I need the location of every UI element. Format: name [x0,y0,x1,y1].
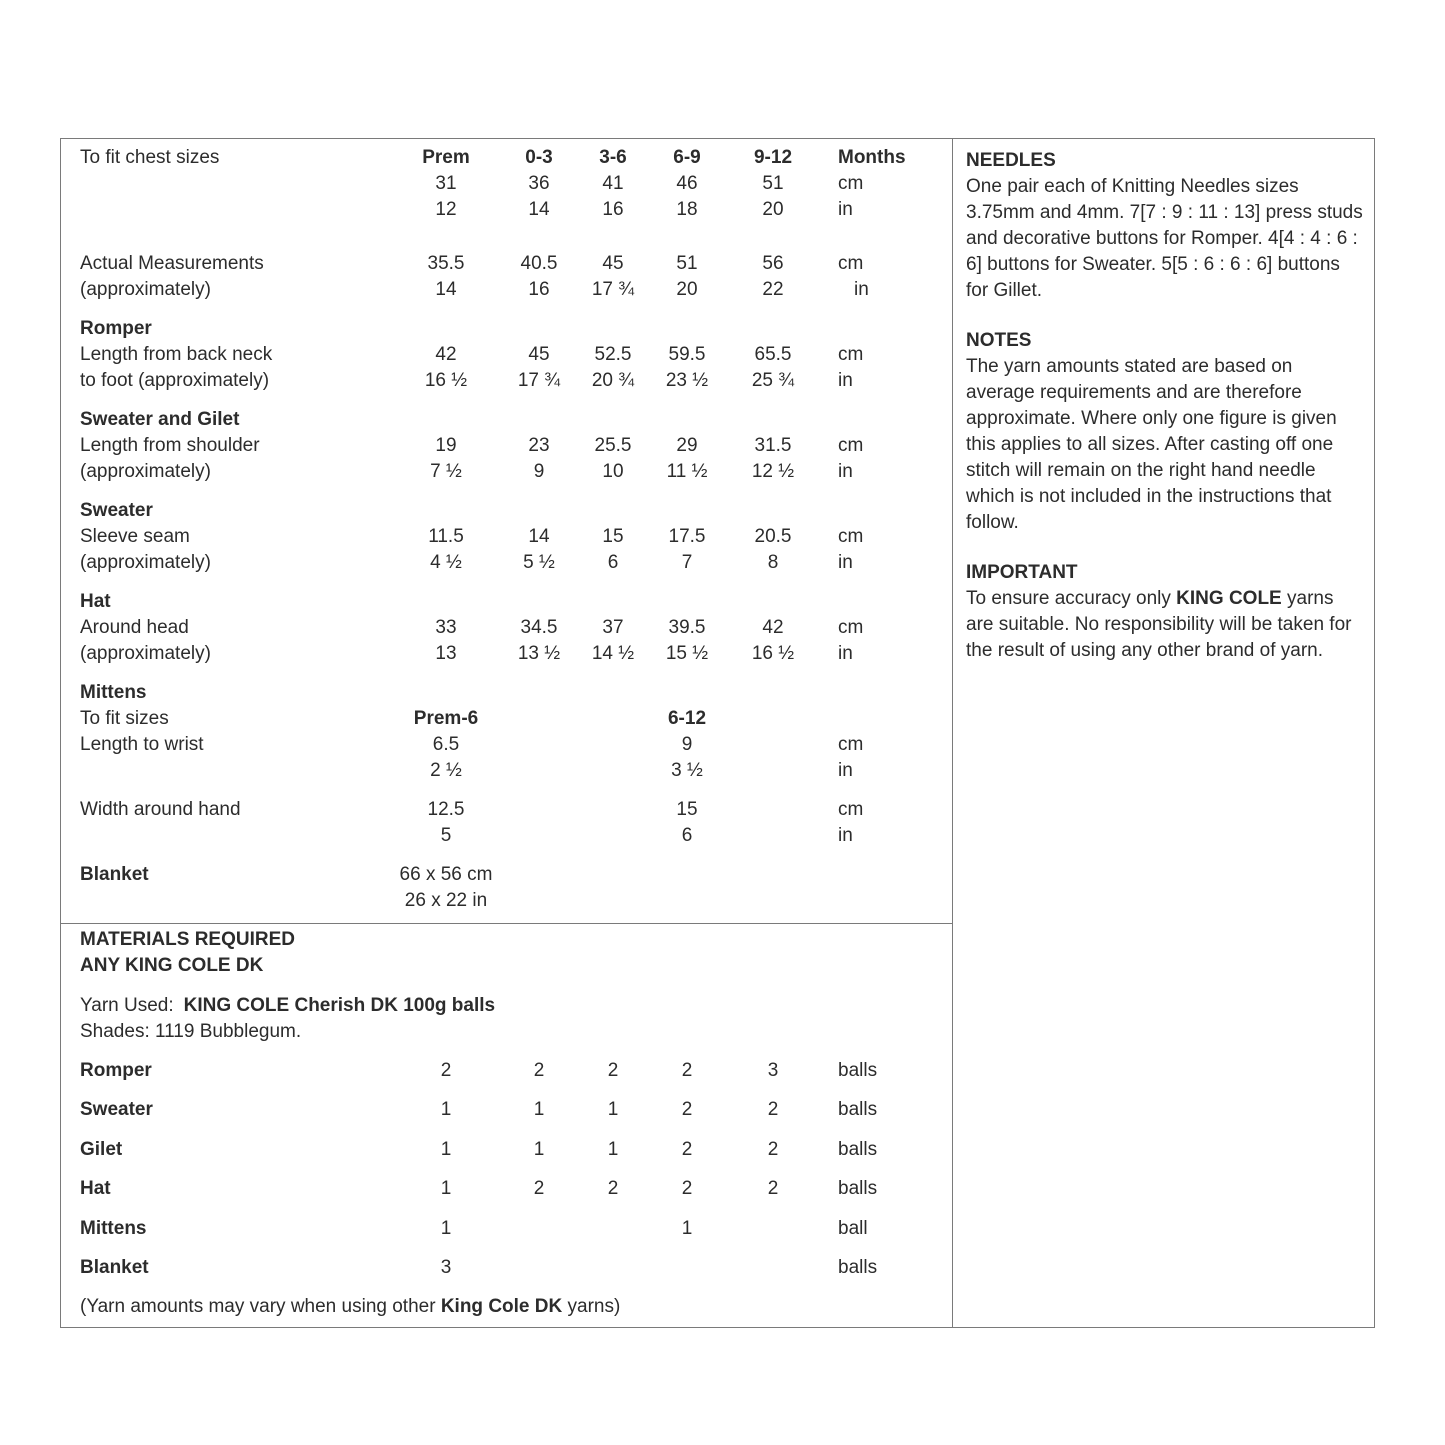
measure-in-value: 14 [435,279,457,300]
balls-unit: balls [838,1060,878,1081]
mittens-size: 6-12 [667,708,707,729]
measure-in-value: 20 [676,279,698,300]
measure-cm-value: 29 [676,435,698,456]
balls-unit: ball [838,1218,868,1239]
sweater-label: Sleeve seam [80,526,190,547]
unit-cm: cm [838,344,864,365]
measure-cm-value: 34.5 [520,617,558,638]
balls-value: 2 [681,1099,693,1120]
unit-cm: cm [838,435,864,456]
measure-cm-value: 42 [762,617,784,638]
actual-label: Actual Measurements [80,253,264,274]
blanket-size-in: 26 x 22 in [404,890,488,911]
balls-value: 2 [681,1060,693,1081]
unit-in: in [838,461,853,482]
unit-cm: cm [838,799,864,820]
important-text-post: yarns are suitable. No responsibility will be taken for the result of using any other brand of yarn. [966,588,1352,661]
balls-value: 2 [767,1099,779,1120]
measure-in-value: 6 [681,825,693,846]
balls-value: 1 [607,1099,619,1120]
measure-in-value: 5 ½ [523,552,555,573]
chest-cm-value: 51 [762,173,784,194]
measure-in-value: 16 ½ [424,370,468,391]
chest-in-value: 12 [435,199,457,220]
chest-in-value: 16 [602,199,624,220]
measure-in-value: 11 ½ [666,461,708,482]
unit-cm: cm [838,734,864,755]
size-header: Prem [422,147,470,168]
balls-value: 2 [533,1060,545,1081]
materials-row-name: Blanket [80,1257,149,1278]
measure-in-value: 20 ¾ [591,370,635,391]
sweater-gilet-label: Length from shoulder [80,435,260,456]
balls-value: 2 [767,1139,779,1160]
column-divider [952,138,953,1328]
needles-title: NEEDLES [966,150,1056,171]
measure-cm-value: 65.5 [754,344,792,365]
balls-value: 3 [767,1060,779,1081]
chest-cm-value: 41 [602,173,624,194]
unit-in: in [854,279,869,300]
measure-in-value: 25 ¾ [751,370,795,391]
size-header: 0-3 [525,147,553,168]
measure-in-value: 5 [440,825,452,846]
yarn-note-post: yarns) [562,1296,621,1317]
measure-in-value: 15 ½ [665,643,709,664]
measure-cm-value: 23 [528,435,550,456]
shades-line: Shades: 1119 Bubblegum. [80,1021,302,1042]
measure-in-value: 14 ½ [591,643,635,664]
chest-cm-value: 31 [435,173,457,194]
measure-in-value: 8 [767,552,779,573]
measure-cm-value: 35.5 [427,253,465,274]
important-title: IMPORTANT [966,562,1078,583]
measure-cm-value: 20.5 [754,526,792,547]
measure-cm-value: 45 [528,344,550,365]
materials-row-name: Romper [80,1060,152,1081]
balls-value: 1 [440,1099,452,1120]
measure-cm-value: 17.5 [668,526,706,547]
measure-in-value: 12 ½ [751,461,795,482]
balls-unit: balls [838,1178,878,1199]
needles-block [966,148,1366,304]
unit-in: in [838,199,853,220]
materials-row-name: Sweater [80,1099,153,1120]
info-column [966,148,1366,688]
measure-in-value: 9 [533,461,545,482]
measure-in-value: 16 [528,279,550,300]
balls-value: 2 [681,1178,693,1199]
materials-row-name: Hat [80,1178,111,1199]
measure-cm-value: 15 [676,799,698,820]
unit-cm: cm [838,173,864,194]
size-header: 6-9 [673,147,701,168]
blanket-size-cm: 66 x 56 cm [399,864,493,885]
romper-label: Length from back neck [80,344,273,365]
actual-label: (approximately) [80,279,211,300]
measure-cm-value: 25.5 [594,435,632,456]
unit-in: in [838,760,853,781]
unit-in: in [838,370,853,391]
balls-unit: balls [838,1099,878,1120]
months-header: Months [838,147,906,168]
balls-value: 2 [681,1139,693,1160]
measure-in-value: 13 [435,643,457,664]
balls-value: 1 [440,1178,452,1199]
measure-in-value: 7 ½ [430,461,462,482]
chest-cm-value: 36 [528,173,550,194]
measure-in-value: 17 ¾ [517,370,561,391]
measure-cm-value: 6.5 [432,734,460,755]
needles-text: One pair each of Knitting Needles sizes 3.75mm and 4mm. 7[7 : 9 : 11 : 13] press studs and decorative buttons for Romper. 4[4 : 4 : 6 : 6] buttons for Sweater. 5[5 : 6 : 6 : 6] buttons for Gillet. [966,176,1363,301]
chest-cm-value: 46 [676,173,698,194]
measure-cm-value: 14 [528,526,550,547]
balls-value: 2 [533,1178,545,1199]
balls-value: 2 [607,1178,619,1199]
mittens-width-label: Width around hand [80,799,241,820]
balls-unit: balls [838,1139,878,1160]
important-text [966,586,1366,664]
measure-in-value: 13 ½ [517,643,561,664]
romper-label: to foot (approximately) [80,370,270,391]
yarn-note [80,1294,620,1320]
measure-in-value: 10 [602,461,624,482]
important-text-brand: KING COLE [1176,588,1282,609]
balls-value: 1 [533,1139,545,1160]
yarn-used-label: Yarn Used: [80,995,174,1016]
measure-cm-value: 19 [435,435,457,456]
important-text-pre: To ensure accuracy only [966,588,1177,609]
hat-title: Hat [80,591,111,612]
balls-unit: balls [838,1257,878,1278]
yarn-note-pre: (Yarn amounts may vary when using other [80,1296,441,1317]
blanket-title: Blanket [80,864,149,885]
balls-value: 1 [607,1139,619,1160]
mittens-title: Mittens [80,682,147,703]
notes-text: The yarn amounts stated are based on average requirements and are therefore approximate. Where only one figure is given this applies to all sizes. After casting off one stitch will remain on the right hand needle which is not included in the instructions that follow. [966,356,1337,533]
sweater-gilet-label: (approximately) [80,461,211,482]
balls-value: 1 [681,1218,693,1239]
unit-cm: cm [838,526,864,547]
sweater-label: (approximately) [80,552,211,573]
mittens-fit-label: To fit sizes [80,708,169,729]
materials-subtitle: ANY KING COLE DK [80,955,264,976]
balls-value: 1 [440,1218,452,1239]
measure-cm-value: 42 [435,344,457,365]
balls-value: 2 [440,1060,452,1081]
measure-in-value: 22 [762,279,784,300]
measure-cm-value: 56 [762,253,784,274]
mittens-size: Prem-6 [413,708,479,729]
mittens-length-label: Length to wrist [80,734,204,755]
sweater-gilet-title: Sweater and Gilet [80,409,240,430]
measure-in-value: 7 [681,552,693,573]
measure-in-value: 6 [607,552,619,573]
balls-value: 1 [533,1099,545,1120]
chest-sizes-label: To fit chest sizes [80,147,220,168]
chest-in-value: 20 [762,199,784,220]
measure-cm-value: 37 [602,617,624,638]
section-divider [60,923,952,924]
unit-cm: cm [838,253,864,274]
chest-in-value: 18 [676,199,698,220]
yarn-used-line [80,993,495,1019]
balls-value: 2 [607,1060,619,1081]
measure-cm-value: 52.5 [594,344,632,365]
balls-value: 1 [440,1139,452,1160]
size-header: 3-6 [599,147,627,168]
unit-in: in [838,643,853,664]
materials-row-name: Mittens [80,1218,147,1239]
measure-cm-value: 40.5 [520,253,558,274]
measure-in-value: 23 ½ [665,370,709,391]
chest-in-value: 14 [528,199,550,220]
size-header: 9-12 [753,147,793,168]
measure-in-value: 2 ½ [430,760,462,781]
notes-block [966,328,1366,536]
measure-in-value: 16 ½ [751,643,795,664]
measure-cm-value: 59.5 [668,344,706,365]
materials-row-name: Gilet [80,1139,123,1160]
measure-in-value: 3 ½ [671,760,703,781]
measure-cm-value: 51 [676,253,698,274]
balls-value: 2 [767,1178,779,1199]
measure-cm-value: 33 [435,617,457,638]
measure-cm-value: 9 [681,734,693,755]
measure-in-value: 4 ½ [430,552,462,573]
yarn-note-brand: King Cole DK [440,1296,563,1317]
sweater-title: Sweater [80,500,153,521]
important-block [966,560,1366,664]
measure-cm-value: 31.5 [754,435,792,456]
hat-label: (approximately) [80,643,211,664]
romper-title: Romper [80,318,152,339]
unit-cm: cm [838,617,864,638]
notes-title: NOTES [966,330,1032,351]
measure-cm-value: 11.5 [428,526,464,547]
hat-label: Around head [80,617,189,638]
measure-cm-value: 12.5 [427,799,465,820]
measure-cm-value: 39.5 [668,617,706,638]
unit-in: in [838,552,853,573]
measure-cm-value: 45 [602,253,624,274]
balls-value: 3 [440,1257,452,1278]
measure-cm-value: 15 [602,526,624,547]
measure-in-value: 17 ¾ [591,279,635,300]
unit-in: in [838,825,853,846]
yarn-used-value: KING COLE Cherish DK 100g balls [183,995,496,1016]
materials-title: MATERIALS REQUIRED [80,929,295,950]
